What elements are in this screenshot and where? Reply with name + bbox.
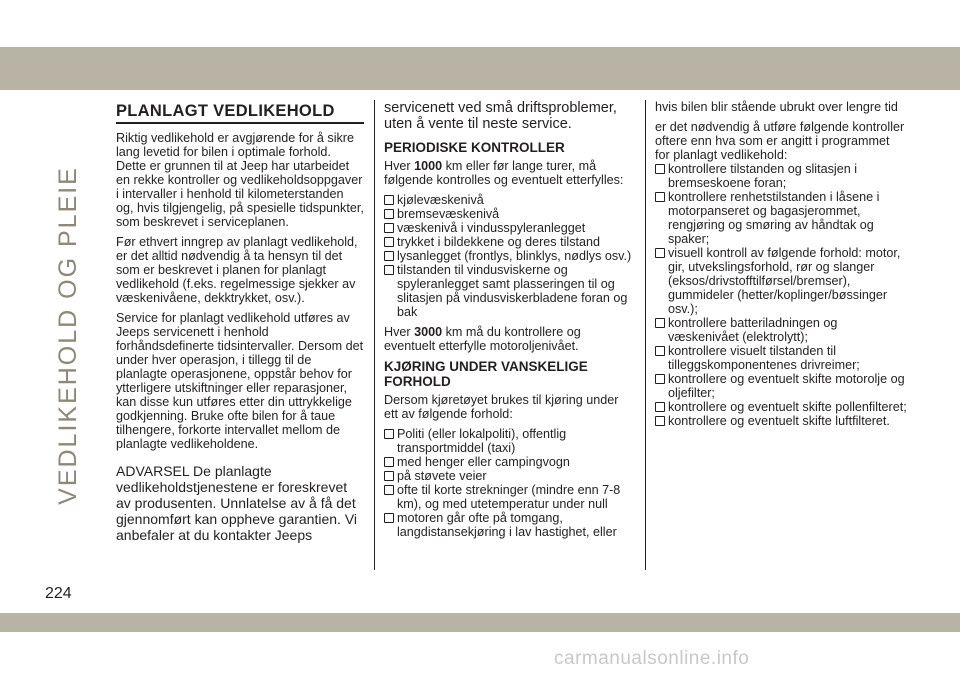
- checkbox-icon: [655, 416, 665, 426]
- checkbox-icon: [655, 346, 665, 356]
- list-item: [655, 316, 907, 344]
- watermark: carmanualsonline.info: [554, 648, 750, 669]
- list-item: [655, 414, 907, 428]
- checkbox-icon: [384, 265, 394, 275]
- checklist-periodic: [384, 193, 634, 319]
- checkbox-icon: [384, 457, 394, 467]
- checkbox-icon: [384, 429, 394, 439]
- paragraph: hvis bilen blir stående ubrukt over lengre tid: [655, 100, 898, 114]
- paragraph: Riktig vedlikehold er avgjørende for å sikre lang levetid for bilen i optimale forhold. Dette er grunnen til at Jeep har utarbeidet en rekke kontroller og vedlikeholdsoppgaver i intervaller i henhold til kilometerstanden og, hvis tilgjengelig, på spesielle tidspunkter, som beskrevet i serviceplanen.: [116, 131, 364, 229]
- checkbox-icon: [655, 248, 665, 258]
- list-item: [384, 207, 634, 221]
- list-item: [655, 344, 907, 372]
- list-item-text: bremsevæskenivå: [397, 207, 500, 221]
- checkbox-icon: [384, 223, 394, 233]
- text: km må du kontrollere og eventuelt etterfylle motoroljenivået.: [384, 325, 581, 353]
- text: Hver: [384, 325, 415, 339]
- column-divider: [374, 100, 375, 570]
- list-item: [655, 162, 907, 190]
- list-item: [384, 221, 634, 235]
- checkbox-icon: [384, 471, 394, 481]
- column-2: [384, 100, 634, 545]
- list-item-text: lysanlegget (frontlys, blinklys, nødlys osv.): [397, 249, 632, 263]
- list-item-text: kontrollere og eventuelt skifte luftfilteret.: [668, 414, 890, 428]
- paragraph-every-1000: [384, 159, 634, 187]
- chapter-title-text: VEDLIKEHOLD OG PLEIE: [53, 165, 82, 505]
- list-item-text: kontrollere visuelt tilstanden til tilleggskomponentenes drivreimer;: [668, 344, 860, 372]
- checkbox-icon: [384, 237, 394, 247]
- list-item: [384, 235, 634, 249]
- paragraph: Før ethvert inngrep av planlagt vedlikehold, er det alltid nødvendig å ta hensyn til det som er beskrevet i planen for planlagt vedlikehold (f.eks. regelmessige sjekker av væskenivåene, dekktrykket, osv.).: [116, 235, 358, 305]
- checkbox-icon: [384, 195, 394, 205]
- checkbox-icon: [655, 318, 665, 328]
- list-item: [384, 249, 634, 263]
- checkbox-icon: [655, 374, 665, 384]
- list-item-text: kontrollere batteriladningen og væskenivået (elektrolytt);: [668, 316, 838, 344]
- list-item-text: kontrollere og eventuelt skifte motorolje og oljefilter;: [668, 372, 905, 400]
- list-item: [384, 511, 634, 539]
- chapter-side-title: [48, 105, 88, 565]
- checkbox-icon: [384, 485, 394, 495]
- list-item-text: Politi (eller lokalpoliti), offentlig transportmiddel (taxi): [397, 427, 567, 455]
- checkbox-icon: [655, 192, 665, 202]
- text: Hver: [384, 159, 415, 173]
- list-item-text: med henger eller campingvogn: [397, 455, 570, 469]
- list-item: [384, 263, 634, 319]
- list-item: [384, 455, 634, 469]
- checkbox-icon: [655, 402, 665, 412]
- checkbox-icon: [655, 164, 665, 174]
- list-item: [384, 193, 634, 207]
- paragraph: servicenett ved små driftsproblemer, uten å vente til neste service.: [384, 100, 617, 132]
- column-3: [655, 100, 907, 434]
- text: km eller før lange turer, må følgende kontrolles og eventuelt etterfylles:: [384, 159, 624, 187]
- list-item: [655, 246, 907, 316]
- checklist-more-often: [655, 162, 907, 428]
- column-divider: [645, 100, 646, 570]
- list-item-text: kontrollere tilstanden og slitasjen i bremseskoene foran;: [668, 162, 858, 190]
- checklist-hard-conditions: [384, 427, 634, 539]
- column-1: [116, 100, 364, 549]
- paragraph: Service for planlagt vedlikehold utføres av Jeeps servicenett i henhold forhåndsdefinerte tidsintervaller. Dersom det under hver operasjon, i tillegg til de planlagte operasjonene, oppstår behov for ytterligere utskiftninger eller reparasjoner, kan disse kun utføres etter din uttrykkelige godkjenning. Bruke ofte bilen for å taue tilhengere, forkorte intervallet mellom de planlagte vedlikeholdene.: [116, 311, 364, 451]
- list-item: [655, 190, 907, 246]
- list-item-text: på støvete veier: [397, 469, 487, 483]
- list-item-text: tilstanden til vindusviskerne og spyleranlegget samt plasseringen til og slitasjen på vindusviskerbladene foran og bak: [397, 263, 628, 319]
- paragraph: Dersom kjøretøyet brukes til kjøring under ett av følgende forhold:: [384, 393, 619, 421]
- checkbox-icon: [384, 209, 394, 219]
- section-heading-periodic-checks: PERIODISKE KONTROLLER: [384, 140, 565, 155]
- list-item: [384, 469, 634, 483]
- list-item-text: kontrollere renhetstilstanden i låsene i motorpanseret og bagasjerommet, rengjøring og smøring av håndtak og spaker;: [668, 190, 880, 246]
- list-item-text: visuell kontroll av følgende forhold: motor, gir, utvekslingsforhold, rør og slanger (eksos/drivstofftilførsel/bremser), gummideler (hetter/koplinger/bøssinger osv.);: [668, 246, 901, 316]
- list-item-text: motoren går ofte på tomgang, langdistansekjøring i lav hastighet, eller: [397, 511, 617, 539]
- section-heading-hard-conditions: KJØRING UNDER VANSKELIGE FORHOLD: [384, 359, 588, 389]
- warning-paragraph: ADVARSEL De planlagte vedlikeholdstjenestene er foreskrevet av produsenten. Unnlatelse av å få det gjennomført kan oppheve garantien. Vi anbefaler at du kontakter Jeeps: [116, 463, 358, 543]
- list-item: [655, 372, 907, 400]
- section-heading-scheduled-maintenance: PLANLAGT VEDLIKEHOLD: [116, 102, 364, 124]
- km-value: 3000: [414, 325, 443, 339]
- list-item-text: kjølevæskenivå: [397, 193, 484, 207]
- list-item-text: kontrollere og eventuelt skifte pollenfilteret;: [668, 400, 907, 414]
- checkbox-icon: [384, 251, 394, 261]
- page-number: 224: [45, 585, 72, 602]
- paragraph-every-3000: [384, 325, 634, 353]
- footer-band: [0, 613, 960, 632]
- list-item-text: trykket i bildekkene og deres tilstand: [397, 235, 601, 249]
- list-item: [384, 427, 634, 455]
- header-band: [0, 47, 960, 90]
- paragraph: er det nødvendig å utføre følgende kontroller oftere enn hva som er angitt i programmet for planlagt vedlikehold:: [655, 120, 905, 162]
- checkbox-icon: [384, 513, 394, 523]
- list-item-text: ofte til korte strekninger (mindre enn 7-8 km), og med utetemperatur under null: [397, 483, 621, 511]
- list-item: [655, 400, 907, 414]
- list-item-text: væskenivå i vindusspyleranlegget: [397, 221, 586, 235]
- km-value: 1000: [414, 159, 443, 173]
- list-item: [384, 483, 634, 511]
